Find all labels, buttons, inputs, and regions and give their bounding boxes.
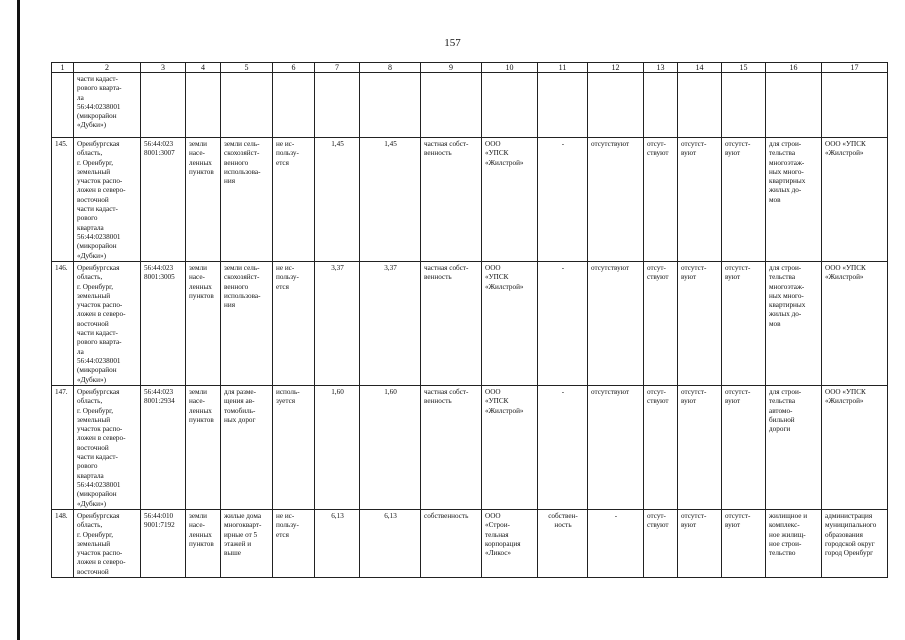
purpose-cell: для строи- тельства многоэтаж- ных много- квартирных жилых до- мов [766, 138, 822, 262]
cadastral-number-cell: 56:44:023 8001:3005 [141, 262, 186, 386]
restriction-cell: отсутст- вуют [722, 262, 766, 386]
area-cell: 6,13 [360, 510, 421, 578]
land-plots-table [51, 62, 888, 578]
column-number: 10 [482, 63, 538, 73]
restriction-cell: отсут- ствуют [644, 138, 678, 262]
permitted-use-cell: жилые дома многокварт- ирные от 5 этажей и выше [221, 510, 273, 578]
right-type-cell: - [538, 138, 588, 262]
owner-cell: ООО «УПСК «Жилстрой» [482, 138, 538, 262]
restriction-cell [678, 73, 722, 138]
location-cell: части кадаст- рового кварта- ла 56:44:0238001 (микрорайон «Дубки») [74, 73, 141, 138]
permitted-use-cell: земли сель- скохозяйст- венного использова- ния [221, 138, 273, 262]
column-number: 5 [221, 63, 273, 73]
permitted-use-cell: земли сель- скохозяйст- венного использова- ния [221, 262, 273, 386]
owner-cell: ООО «УПСК «Жилстрой» [482, 262, 538, 386]
column-number: 17 [822, 63, 888, 73]
column-number: 1 [52, 63, 74, 73]
column-number: 12 [588, 63, 644, 73]
land-category-cell: земли насе- ленных пунктов [186, 386, 221, 510]
row-number-cell: 148. [52, 510, 74, 578]
cadastral-number-cell [141, 73, 186, 138]
owner-cell: ООО «Строи- тельная корпорация «Ликос» [482, 510, 538, 578]
usage-status-cell: не ис- пользу- ется [273, 510, 315, 578]
table-row [52, 262, 888, 386]
column-number: 15 [722, 63, 766, 73]
restriction-cell: отсут- ствуют [644, 386, 678, 510]
restriction-cell [644, 73, 678, 138]
area-cell: 3,37 [360, 262, 421, 386]
ownership-cell: собственность [421, 510, 482, 578]
row-number-cell: 146. [52, 262, 74, 386]
restriction-cell: отсутст- вуют [678, 386, 722, 510]
rights-holder-cell: администрация муниципального образования городской округ город Оренбург [822, 510, 888, 578]
owner-cell: ООО «УПСК «Жилстрой» [482, 386, 538, 510]
column-number: 2 [74, 63, 141, 73]
encumbrance-cell: отсутствуют [588, 262, 644, 386]
right-type-cell [538, 73, 588, 138]
ownership-cell: частная собст- венность [421, 386, 482, 510]
rights-holder-cell: ООО «УПСК «Жилстрой» [822, 138, 888, 262]
usage-status-cell: не ис- пользу- ется [273, 138, 315, 262]
column-number: 13 [644, 63, 678, 73]
page-edge-bar [17, 0, 20, 640]
table-row [52, 73, 888, 138]
area-cell [315, 73, 360, 138]
area-cell: 1,60 [315, 386, 360, 510]
cadastral-number-cell: 56:44:023 8001:3007 [141, 138, 186, 262]
area-cell: 1,60 [360, 386, 421, 510]
rights-holder-cell: ООО «УПСК «Жилстрой» [822, 386, 888, 510]
right-type-cell: - [538, 386, 588, 510]
column-number: 11 [538, 63, 588, 73]
usage-status-cell [273, 73, 315, 138]
row-number-cell: 145. [52, 138, 74, 262]
ownership-cell [421, 73, 482, 138]
table-row [52, 138, 888, 262]
table-row [52, 510, 888, 578]
encumbrance-cell: отсутствуют [588, 386, 644, 510]
location-cell: Оренбургская область, г. Оренбург, земельный участок распо- ложен в северо- восточной части кадаст- рового кварта- ла 56:44:0238001 (микрорайон «Дубки») [74, 262, 141, 386]
row-number-cell: 147. [52, 386, 74, 510]
land-category-cell: земли насе- ленных пунктов [186, 510, 221, 578]
purpose-cell: жилищное и комплекс- ное жилищ- ное строи- тельство [766, 510, 822, 578]
column-number: 14 [678, 63, 722, 73]
owner-cell [482, 73, 538, 138]
location-cell: Оренбургская область, г. Оренбург, земельный участок распо- ложен в северо- восточной [74, 510, 141, 578]
purpose-cell: для строи- тельства автомо- бильной дороги [766, 386, 822, 510]
encumbrance-cell [588, 73, 644, 138]
ownership-cell: частная собст- венность [421, 138, 482, 262]
restriction-cell: отсут- ствуют [644, 262, 678, 386]
column-number: 6 [273, 63, 315, 73]
right-type-cell: собствен- ность [538, 510, 588, 578]
restriction-cell: отсутст- вуют [722, 510, 766, 578]
encumbrance-cell: - [588, 510, 644, 578]
right-type-cell: - [538, 262, 588, 386]
land-category-cell: земли насе- ленных пунктов [186, 262, 221, 386]
page-number: 157 [444, 37, 461, 49]
location-cell: Оренбургская область, г. Оренбург, земельный участок распо- ложен в северо- восточной части кадаст- рового квартала 56:44:0238001 (микрорайон «Дубки») [74, 386, 141, 510]
column-number: 4 [186, 63, 221, 73]
purpose-cell [766, 73, 822, 138]
area-cell [360, 73, 421, 138]
rights-holder-cell: ООО «УПСК «Жилстрой» [822, 262, 888, 386]
column-number: 7 [315, 63, 360, 73]
restriction-cell: отсутст- вуют [722, 386, 766, 510]
area-cell: 6,13 [315, 510, 360, 578]
column-number-row [52, 63, 888, 73]
column-number: 9 [421, 63, 482, 73]
restriction-cell: отсутст- вуют [722, 138, 766, 262]
encumbrance-cell: отсутствуют [588, 138, 644, 262]
permitted-use-cell [221, 73, 273, 138]
location-cell: Оренбургская область, г. Оренбург, земельный участок распо- ложен в северо- восточной части кадаст- рового квартала 56:44:0238001 (микрорайон «Дубки») [74, 138, 141, 262]
area-cell: 3,37 [315, 262, 360, 386]
land-category-cell: земли насе- ленных пунктов [186, 138, 221, 262]
restriction-cell: отсутст- вуют [678, 262, 722, 386]
usage-status-cell: исполь- зуется [273, 386, 315, 510]
column-number: 3 [141, 63, 186, 73]
column-number: 16 [766, 63, 822, 73]
row-number-cell [52, 73, 74, 138]
table-row [52, 386, 888, 510]
ownership-cell: частная собст- венность [421, 262, 482, 386]
restriction-cell [722, 73, 766, 138]
column-number: 8 [360, 63, 421, 73]
area-cell: 1,45 [315, 138, 360, 262]
restriction-cell: отсут- ствуют [644, 510, 678, 578]
purpose-cell: для строи- тельства многоэтаж- ных много- квартирных жилых до- мов [766, 262, 822, 386]
land-category-cell [186, 73, 221, 138]
restriction-cell: отсутст- вуют [678, 138, 722, 262]
cadastral-number-cell: 56:44:023 8001:2934 [141, 386, 186, 510]
permitted-use-cell: для разме- щения ав- томобиль- ных дорог [221, 386, 273, 510]
usage-status-cell: не ис- пользу- ется [273, 262, 315, 386]
area-cell: 1,45 [360, 138, 421, 262]
cadastral-number-cell: 56:44:010 9001:7192 [141, 510, 186, 578]
restriction-cell: отсутст- вуют [678, 510, 722, 578]
rights-holder-cell [822, 73, 888, 138]
